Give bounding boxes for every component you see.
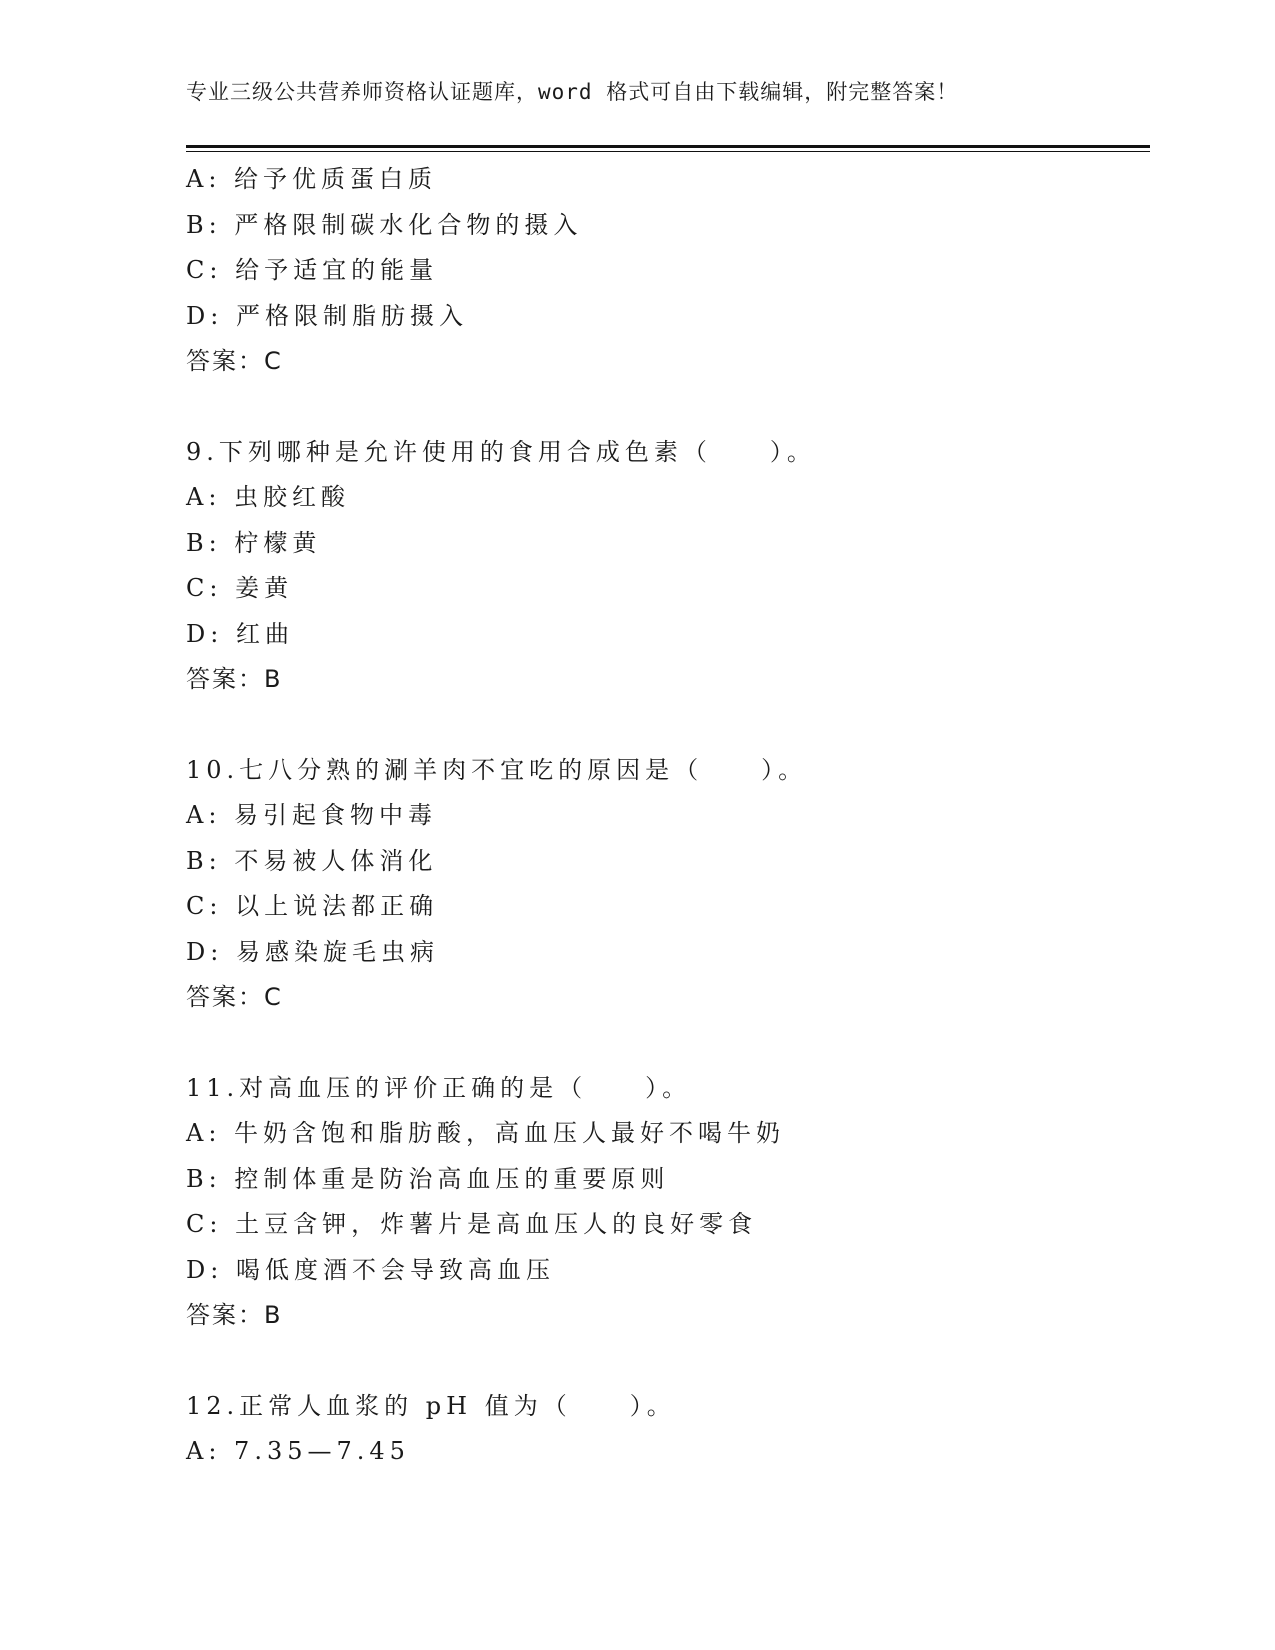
- option-c: C: 以上说法都正确: [186, 892, 439, 920]
- block-spacer: [186, 385, 1150, 430]
- question-list: [186, 157, 1150, 1475]
- header-rule-thin: [186, 151, 1150, 152]
- block-spacer: [186, 1021, 1150, 1066]
- option-d: D: 易感染旋毛虫病: [186, 937, 439, 966]
- block-spacer: [186, 703, 1150, 748]
- option-c: C: 姜黄: [186, 574, 294, 602]
- question-block: [186, 748, 1150, 1021]
- page-header: 专业三级公共营养师资格认证题库，word 格式可自由下载编辑，附完整答案！: [186, 80, 959, 104]
- block-spacer: [186, 1339, 1150, 1384]
- answer-line: 答案：C: [186, 347, 283, 375]
- option-c: C: 土豆含钾，炸薯片是高血压人的良好零食: [186, 1210, 758, 1238]
- header-rule-thick: [186, 145, 1150, 148]
- question-block: [186, 1066, 1150, 1339]
- option-a: A: 7.35—7.45: [186, 1437, 410, 1465]
- question-block: [186, 430, 1150, 703]
- option-b: B: 不易被人体消化: [186, 846, 438, 875]
- question-block: [186, 157, 1150, 385]
- answer-line: 答案：C: [186, 983, 283, 1011]
- option-c: C: 给予适宜的能量: [186, 256, 439, 284]
- option-b: B: 柠檬黄: [186, 528, 322, 557]
- option-a: A: 易引起食物中毒: [186, 801, 438, 829]
- answer-line: 答案：B: [186, 665, 283, 693]
- answer-line: 答案：B: [186, 1301, 283, 1329]
- option-a: A: 虫胶红酸: [186, 483, 351, 511]
- option-d: D: 严格限制脂肪摄入: [186, 301, 468, 330]
- question-block: [186, 1384, 1150, 1475]
- option-a: A: 牛奶含饱和脂肪酸，高血压人最好不喝牛奶: [186, 1119, 786, 1147]
- question-text: 9.下列哪种是允许使用的食用合成色素（ ）。: [186, 437, 816, 466]
- option-d: D: 红曲: [186, 619, 294, 648]
- option-b: B: 控制体重是防治高血压的重要原则: [186, 1164, 670, 1193]
- option-b: B: 严格限制碳水化合物的摄入: [186, 210, 583, 239]
- option-a: A: 给予优质蛋白质: [186, 165, 438, 193]
- question-text: 11.对高血压的评价正确的是（ ）。: [186, 1073, 692, 1102]
- question-text: 10.七八分熟的涮羊肉不宜吃的原因是（ ）。: [186, 755, 808, 784]
- question-text: 12.正常人血浆的 pH 值为（ ）。: [186, 1391, 676, 1420]
- option-d: D: 喝低度酒不会导致高血压: [186, 1255, 555, 1284]
